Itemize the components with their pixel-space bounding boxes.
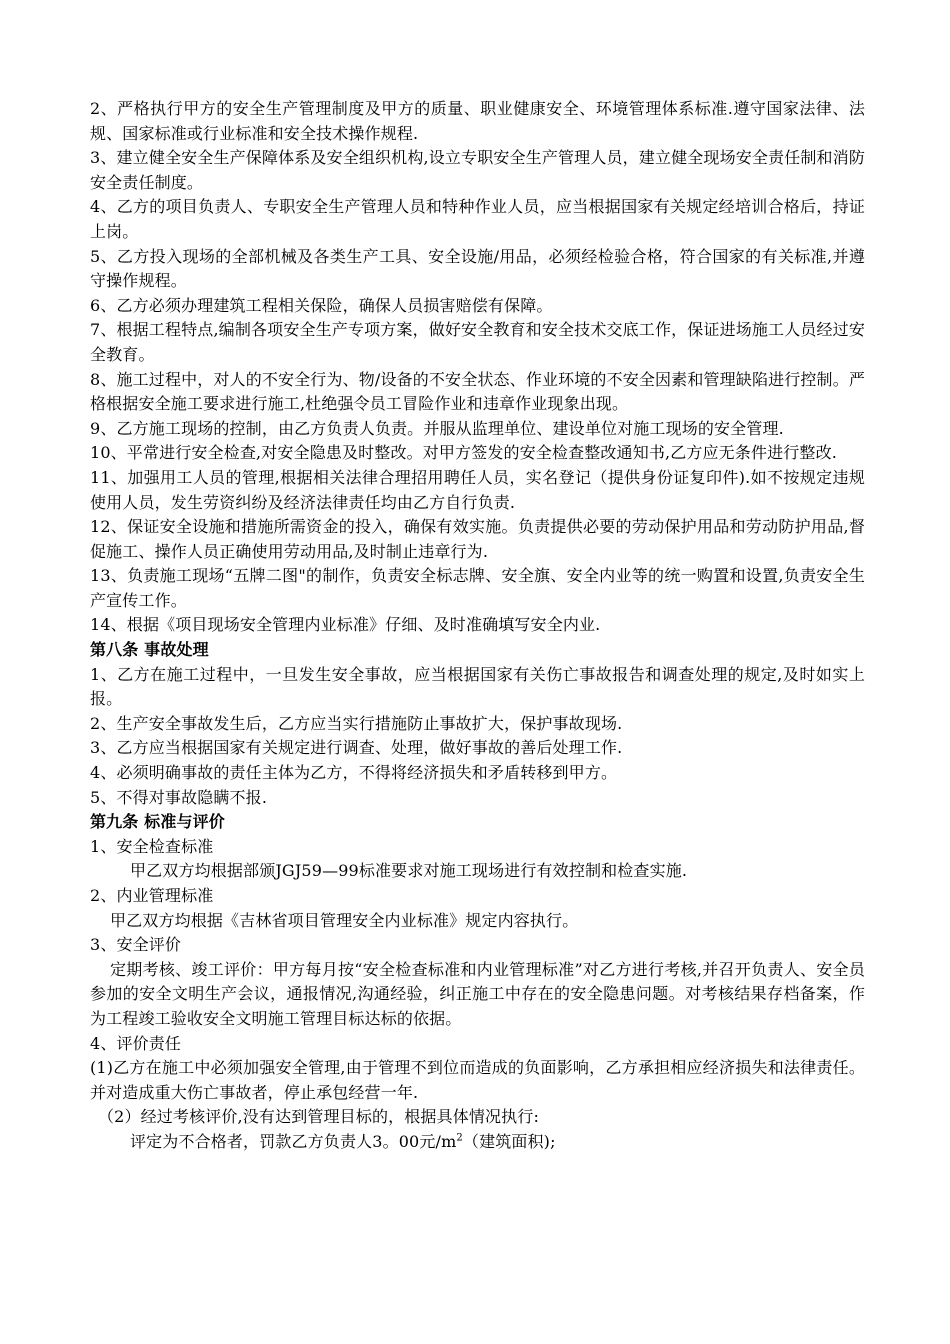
unit-superscript: 2 bbox=[456, 1132, 463, 1144]
clause-5: 5、乙方投入现场的全部机械及各类生产工具、安全设施/用品，必须经检验合格，符合国家的有关标准,并遵守操作规程。 bbox=[90, 246, 865, 291]
article-8-heading: 第八条 事故处理 bbox=[90, 640, 209, 660]
section-1-title: 1、安全检查标准 bbox=[90, 836, 214, 856]
clause-2: 2、严格执行甲方的安全生产管理制度及甲方的质量、职业健康安全、环境管理体系标准.遵守国家法律、法规、国家标准或行业标准和安全技术操作规程. bbox=[90, 99, 865, 143]
section-1-body: 甲乙双方均根据部颁JGJ59—99标准要求对施工现场进行有效控制和检查实施. bbox=[130, 861, 688, 881]
clause-14: 14、根据《项目现场安全管理内业标准》仔细、及时准确填写安全内业. bbox=[90, 615, 601, 635]
clause-4: 4、乙方的项目负责人、专职安全生产管理人员和特种作业人员，应当根据国家有关规定经培训合格后，持证上岗。 bbox=[90, 197, 865, 241]
section-4-title: 4、评价责任 bbox=[90, 1033, 182, 1053]
article-8-item-4: 4、必须明确事故的责任主体为乙方，不得将经济损失和矛盾转移到甲方。 bbox=[90, 763, 618, 783]
penalty-text: 评定为不合格者，罚款乙方负责人3。00元/m bbox=[130, 1131, 457, 1151]
clause-12: 12、保证安全设施和措施所需资金的投入，确保有效实施。负责提供必要的劳动保护用品和劳动防护用品,督促施工、操作人员正确使用劳动用品,及时制止违章行为. bbox=[90, 517, 865, 561]
clause-6: 6、乙方必须办理建筑工程相关保险，确保人员损害赔偿有保障。 bbox=[90, 295, 553, 315]
section-4-para-3 bbox=[90, 1130, 865, 1155]
section-2-body: 甲乙双方均根据《吉林省项目管理安全内业标准》规定内容执行。 bbox=[110, 910, 579, 930]
section-3-body-text: 定期考核、竣工评价：甲方每月按“安全检查标准和内业管理标准”对乙方进行考核,并召开负责人、安全员参加的安全文明生产会议，通报情况,沟通经验，纠正施工中存在的安全隐患问题。对考核结果存档备案，作为工程竣工验收安全文明施工管理目标达标的依据。 bbox=[90, 959, 865, 1028]
document-page bbox=[90, 97, 865, 1155]
article-8-item-5: 5、不得对事故隐瞒不报. bbox=[90, 787, 268, 807]
article-8-item-1: 1、乙方在施工过程中，一旦发生安全事故，应当根据国家有关伤亡事故报告和调查处理的规定,及时如实上报。 bbox=[90, 664, 865, 709]
clause-10: 10、平常进行安全检查,对安全隐患及时整改。对甲方签发的安全检查整改通知书,乙方应无条件进行整改. bbox=[90, 443, 837, 463]
clause-7: 7、根据工程特点,编制各项安全生产专项方案，做好安全教育和安全技术交底工作，保证进场施工人员经过安全教育。 bbox=[90, 320, 865, 364]
article-9-heading: 第九条 标准与评价 bbox=[90, 812, 225, 832]
section-4-para-2: （2）经过考核评价,没有达到管理目标的，根据具体情况执行: bbox=[98, 1107, 540, 1127]
clause-3: 3、建立健全安全生产保障体系及安全组织机构,设立专职安全生产管理人员，建立健全现场安全责任制和消防安全责任制度。 bbox=[90, 148, 865, 192]
section-3-title: 3、安全评价 bbox=[90, 935, 182, 955]
clause-9: 9、乙方施工现场的控制，由乙方负责人负责。并服从监理单位、建设单位对施工现场的安全管理. bbox=[90, 418, 784, 438]
section-3-body bbox=[90, 958, 865, 1032]
article-8-item-3: 3、乙方应当根据国家有关规定进行调查、处理，做好事故的善后处理工作. bbox=[90, 738, 623, 758]
article-8-item-2: 2、生产安全事故发生后，乙方应当实行措施防止事故扩大，保护事故现场. bbox=[90, 713, 623, 733]
clause-13: 13、负责施工现场“五牌二图"的制作，负责安全标志牌、安全旗、安全内业等的统一购置和设置,负责安全生产宣传工作。 bbox=[90, 566, 865, 610]
clause-11: 11、加强用工人员的管理,根据相关法律合理招用聘任人员，实名登记（提供身份证复印件).如不按规定违规使用人员，发生劳资纠纷及经济法律责任均由乙方自行负责. bbox=[90, 467, 865, 512]
section-4-para-1: (1)乙方在施工中必须加强安全管理,由于管理不到位而造成的负面影响，乙方承担相应经济损失和法律责任。并对造成重大伤亡事故者，停止承包经营一年. bbox=[90, 1058, 865, 1102]
penalty-tail: （建筑面积); bbox=[462, 1131, 556, 1151]
clause-8: 8、施工过程中，对人的不安全行为、物/设备的不安全状态、作业环境的不安全因素和管理缺陷进行控制。严格根据安全施工要求进行施工,杜绝强令员工冒险作业和违章作业现象出现。 bbox=[90, 369, 865, 414]
section-2-title: 2、内业管理标准 bbox=[90, 886, 214, 905]
